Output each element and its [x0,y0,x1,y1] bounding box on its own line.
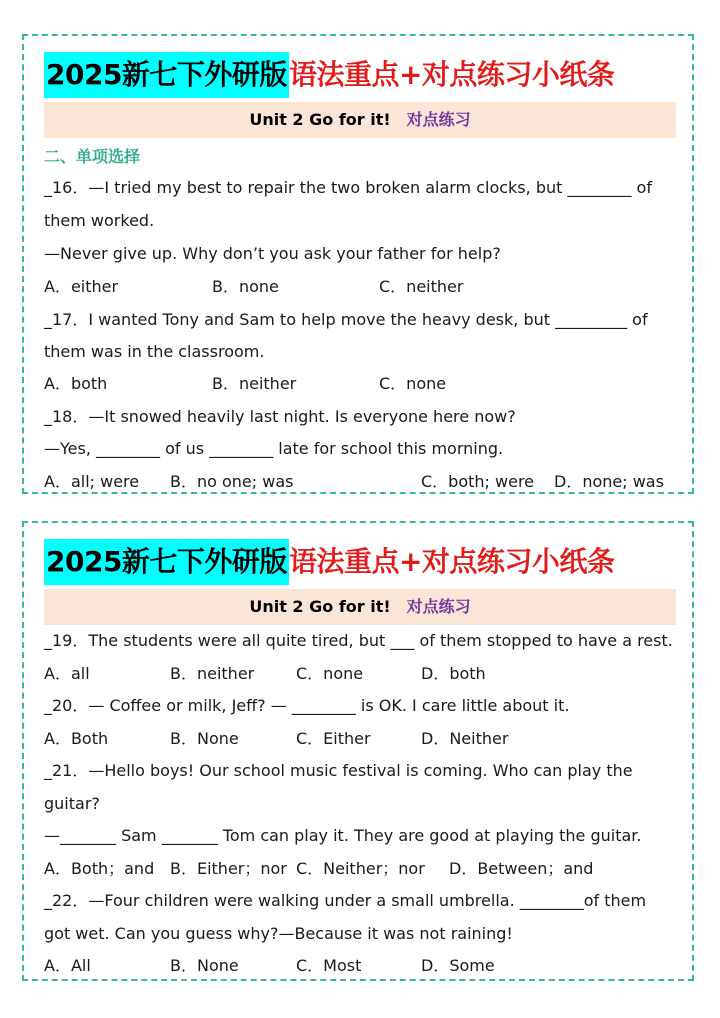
unit-subtitle: 对点练习 [406,110,471,129]
question-19-option-a: A．all [44,664,90,683]
question-18-line-2: —Yes, ________ of us ________ late for school this morning. [44,439,504,458]
question-18-line-1: _18．—It snowed heavily last night. Is everyone here now? [44,407,516,426]
question-20-option-b: B．None [170,729,239,748]
unit-subtitle: 对点练习 [406,597,471,616]
question-20-line-1: _20．— Coffee or milk, Jeff? — ________ is OK. I care little about it. [44,696,570,715]
worksheet-card-1 [22,34,694,494]
question-21-option-c: C．Neither；nor [296,859,425,878]
question-17-line-2: them was in the classroom. [44,342,265,361]
question-18-option-b: B．no one; was [170,472,294,491]
question-19-option-d: D．both [421,664,486,683]
worksheet-title [44,52,674,98]
question-20-option-d: D．Neither [421,729,509,748]
unit-title: Unit 2 Go for it! [249,110,391,129]
question-21-option-d: D．Between；and [449,859,594,878]
question-17-option-b: B．neither [212,374,297,393]
question-21-line-1: _21．—Hello boys! Our school music festival is coming. Who can play the [44,761,633,780]
question-19-option-b: B．neither [170,664,255,683]
question-16-option-c: C．neither [379,277,464,296]
question-21-option-a: A．Both；and [44,859,155,878]
question-19-line-1: _19．The students were all quite tired, but ___ of them stopped to have a rest. [44,631,673,650]
question-17-option-a: A．both [44,374,108,393]
question-18-option-c: C．both; were [421,472,535,491]
question-18-option-a: A．all; were [44,472,140,491]
question-16-option-b: B．none [212,277,279,296]
question-17-option-c: C．none [379,374,447,393]
question-19-option-c: C．none [296,664,364,683]
question-16-line-1: _16．—I tried my best to repair the two broken alarm clocks, but ________ of [44,178,652,197]
question-22-line-1: _22．—Four children were walking under a small umbrella. ________of them [44,891,647,910]
question-22-option-d: D．Some [421,956,495,975]
question-16-line-3: —Never give up. Why don’t you ask your father for help? [44,244,501,263]
title-red: 语法重点+对点练习小纸条 [288,58,615,91]
question-20-option-a: A．Both [44,729,109,748]
title-red: 语法重点+对点练习小纸条 [288,545,615,578]
question-22-option-b: B．None [170,956,239,975]
unit-banner [44,589,676,625]
question-21-line-2: guitar? [44,794,100,813]
unit-banner [44,102,676,138]
question-16-line-2: them worked. [44,211,155,230]
question-20-option-c: C．Either [296,729,371,748]
question-22-option-a: A．All [44,956,91,975]
question-21-line-3: —_______ Sam _______ Tom can play it. They are good at playing the guitar. [44,826,642,845]
title-highlighted: 2025新七下外研版 [44,52,289,98]
worksheet-title [44,539,674,585]
unit-title: Unit 2 Go for it! [249,597,391,616]
question-22-line-2: got wet. Can you guess why?—Because it was not raining! [44,924,513,943]
question-18-option-d: D．none; was [554,472,664,491]
title-highlighted: 2025新七下外研版 [44,539,289,585]
section-heading: 二、单项选择 [44,147,141,166]
question-16-option-a: A．either [44,277,119,296]
question-21-option-b: B．Either；nor [170,859,287,878]
question-17-line-1: _17．I wanted Tony and Sam to help move the heavy desk, but _________ of [44,310,648,329]
worksheet-card-2 [22,521,694,981]
question-22-option-c: C．Most [296,956,362,975]
